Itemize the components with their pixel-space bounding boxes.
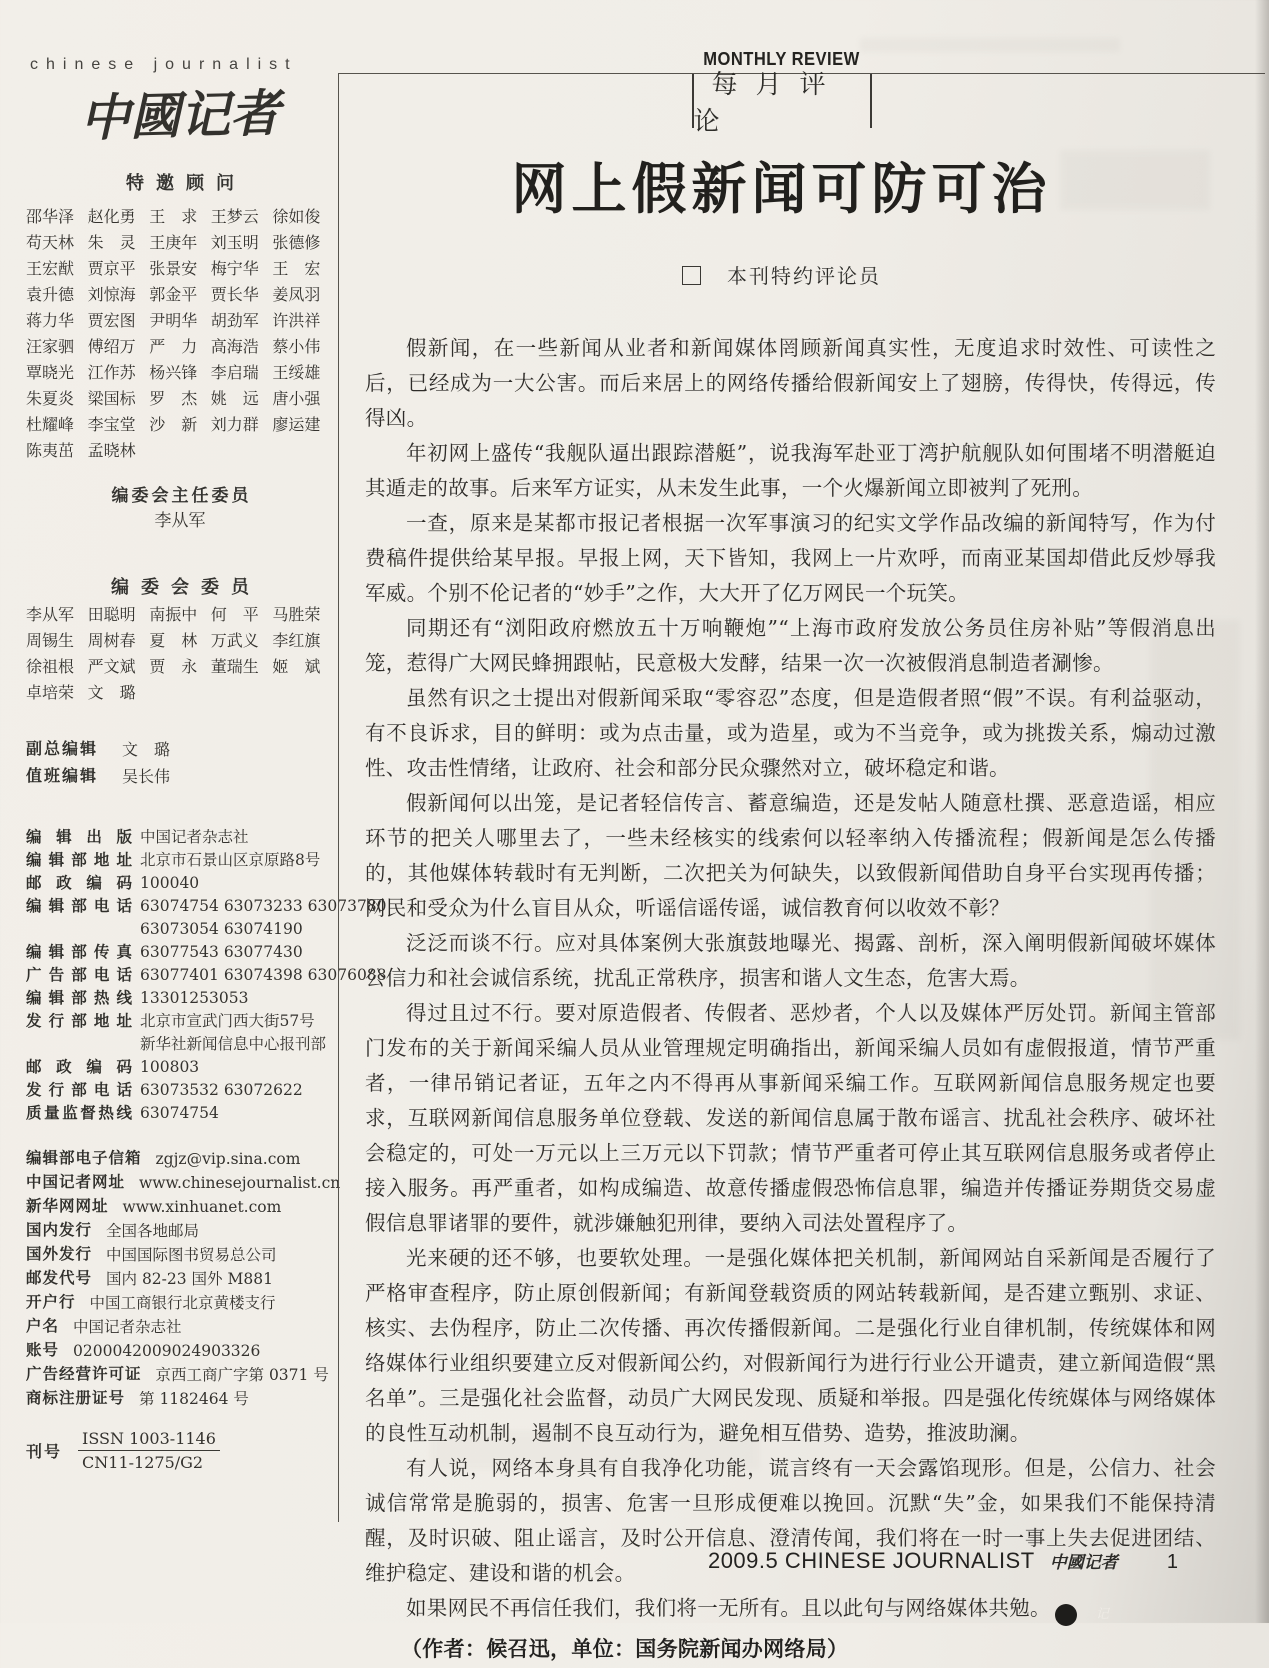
issue-number-label: 刊号 bbox=[26, 1444, 63, 1461]
person-name: 胡劲军 bbox=[210, 311, 259, 330]
person-name: 严 力 bbox=[149, 337, 198, 356]
info-row bbox=[26, 895, 387, 941]
info-label: 编辑部电子信箱 bbox=[26, 1150, 142, 1167]
info-row bbox=[26, 941, 334, 964]
section-label-english: MONTHLY REVIEW bbox=[703, 49, 860, 69]
info-value: 0200042009024903326 bbox=[73, 1342, 261, 1360]
info-row bbox=[26, 1219, 334, 1243]
person-name: 刘力群 bbox=[210, 415, 259, 434]
info-value: 中国记者杂志社 bbox=[140, 828, 249, 846]
committee-name-grid bbox=[26, 602, 334, 706]
name-row bbox=[26, 386, 334, 412]
person-name: 王庚年 bbox=[149, 233, 198, 252]
info-value: 中国记者杂志社 bbox=[73, 1318, 182, 1336]
person-name: 杨兴锋 bbox=[149, 363, 198, 382]
person-name: 李从军 bbox=[26, 605, 75, 624]
name-row bbox=[26, 680, 334, 706]
publisher-info-list bbox=[26, 826, 387, 1125]
article-body bbox=[339, 331, 1224, 1668]
cn-code: CN11-1275/G2 bbox=[82, 1453, 204, 1472]
person-name: 卓培荣 bbox=[26, 683, 75, 702]
info-value: 国内 82-23 国外 M881 bbox=[106, 1270, 273, 1288]
name-row bbox=[26, 654, 334, 680]
info-row bbox=[26, 849, 334, 872]
person-name: 高海浩 bbox=[210, 337, 259, 356]
person-name: 傅绍万 bbox=[87, 337, 136, 356]
person-name: 张景安 bbox=[149, 259, 198, 278]
byline-square-icon bbox=[682, 266, 701, 285]
person-name: 贾长华 bbox=[210, 285, 259, 304]
info-value: 63077543 63077430 bbox=[140, 943, 303, 961]
editor-row bbox=[26, 763, 334, 790]
info-value: zgjz@vip.sina.com bbox=[155, 1150, 301, 1168]
person-name: 刘玉明 bbox=[210, 233, 259, 252]
info-label: 账号 bbox=[26, 1342, 60, 1359]
body-paragraph: 同期还有“浏阳政府燃放五十万响鞭炮”“上海市政府发放公务员住房补贴”等假消息出笼，惹得广大网民蜂拥跟帖，民意极大发酵，结果一次一次被假消息制造者涮惨。 bbox=[365, 616, 1216, 675]
person-name: 赵化勇 bbox=[87, 207, 136, 226]
info-row bbox=[26, 1079, 334, 1102]
info-value: 第 1182464 号 bbox=[139, 1390, 249, 1408]
info-row bbox=[26, 872, 334, 895]
info-value: 100803 bbox=[140, 1058, 200, 1076]
person-name: 朱夏炎 bbox=[26, 389, 75, 408]
page-footer bbox=[338, 1548, 1178, 1574]
person-name: 李启瑞 bbox=[210, 363, 259, 382]
person-name: 罗 杰 bbox=[149, 389, 198, 408]
person-name: 王梦云 bbox=[210, 207, 259, 226]
editor-role-label: 副总编辑 bbox=[26, 741, 99, 758]
committee-heading: 编委会委员 bbox=[111, 577, 261, 598]
name-row bbox=[26, 360, 334, 386]
person-name: 廖运建 bbox=[272, 415, 321, 434]
issn-code: ISSN 1003-1146 bbox=[78, 1429, 220, 1451]
person-name: 贾 永 bbox=[149, 657, 198, 676]
info-value: 63074754 bbox=[140, 1104, 219, 1122]
body-paragraph: 一查，原来是某都市报记者根据一次军事演习的纪实文学作品改编的新闻特写，作为付费稿件提供给某早报。早报上网，天下皆知，我网上一片欢呼，而南亚某国却借此反炒辱我军威。个别不伦记者的“妙手”之作，大大开了亿万网民一个玩笑。 bbox=[365, 511, 1216, 605]
body-paragraph: 得过且过不行。要对原造假者、传假者、恶炒者，个人以及媒体严厉处罚。新闻主管部门发布的关于新闻采编人员从业管理规定明确指出，新闻采编人员如有虚假报道，情节严重者，一律吊销记者证，五年之内不得再从事新闻采编工作。互联网新闻信息服务规定也要求，互联网新闻信息服务单位登载、发送的新闻信息属于散布谣言、扰乱社会秩序、破坏社会稳定的，可处一万元以上三万元以下罚款；情节严重者可停止其互联网信息服务或者停止接入服务。再严重者，如构成编造、故意传播虚假恐怖信息罪，编造并传播证券期货交易虚假信息罪诸罪的要件，就涉嫌触犯刑律，要纳入司法处置程序了。 bbox=[365, 1001, 1216, 1235]
person-name: 孟晓林 bbox=[87, 441, 136, 460]
info-value: 63073532 63072622 bbox=[140, 1081, 303, 1099]
person-name: 周树春 bbox=[87, 631, 136, 650]
info-value: 全国各地邮局 bbox=[106, 1222, 200, 1240]
info-row bbox=[26, 1171, 341, 1195]
person-name: 王 宏 bbox=[272, 259, 321, 278]
person-name: 唐小强 bbox=[272, 389, 321, 408]
body-paragraph: 泛泛而谈不行。应对具体案例大张旗鼓地曝光、揭露、剖析，深入阐明假新闻破坏媒体公信力和社会诚信系统，扰乱正常秩序，损害和谐人文生态，危害大焉。 bbox=[365, 931, 1216, 990]
person-name: 邵华泽 bbox=[26, 207, 75, 226]
editor-row bbox=[26, 736, 334, 763]
contact-distribution-list bbox=[26, 1147, 341, 1411]
person-name: 南振中 bbox=[149, 605, 198, 624]
person-name: 江作苏 bbox=[87, 363, 136, 382]
person-name: 万武义 bbox=[210, 631, 259, 650]
chief-committee-name: 李从军 bbox=[154, 511, 206, 531]
person-name: 尹明华 bbox=[149, 311, 198, 330]
article-content bbox=[339, 49, 1224, 1668]
person-name: 梅宁华 bbox=[210, 259, 259, 278]
footer-magazine-logo: 中國记者 bbox=[1049, 1553, 1118, 1573]
info-label: 编辑部热线 bbox=[26, 990, 132, 1007]
info-label: 编辑部地址 bbox=[26, 852, 132, 869]
name-row bbox=[26, 230, 334, 256]
person-name: 姚 远 bbox=[210, 389, 259, 408]
info-row bbox=[26, 987, 334, 1010]
person-name: 王绥雄 bbox=[272, 363, 321, 382]
person-name: 李红旗 bbox=[272, 631, 321, 650]
issn-stack bbox=[78, 1429, 220, 1472]
person-name: 汪家驷 bbox=[26, 337, 75, 356]
person-name: 朱 灵 bbox=[87, 233, 136, 252]
info-label: 邮发代号 bbox=[26, 1270, 93, 1287]
info-value: 63077401 63074398 63076088 bbox=[140, 966, 387, 984]
info-value: 中国工商银行北京黄楼支行 bbox=[89, 1294, 276, 1312]
person-name: 田聪明 bbox=[87, 605, 136, 624]
person-name: 郭金平 bbox=[149, 285, 198, 304]
info-row bbox=[26, 1102, 334, 1125]
editor-name: 吴长伟 bbox=[122, 767, 171, 786]
masthead-sidebar bbox=[26, 56, 387, 1472]
info-label: 编辑部传真 bbox=[26, 944, 132, 961]
name-row bbox=[26, 282, 334, 308]
info-label: 广告部电话 bbox=[26, 967, 132, 984]
name-row bbox=[26, 602, 334, 628]
person-name: 姬 斌 bbox=[272, 657, 321, 676]
info-label: 邮政编码 bbox=[26, 1059, 132, 1076]
info-label: 新华网网址 bbox=[26, 1198, 109, 1215]
info-label: 国外发行 bbox=[26, 1246, 93, 1263]
article-paragraphs bbox=[365, 331, 1216, 1591]
person-name: 贾京平 bbox=[87, 259, 136, 278]
info-label: 中国记者网址 bbox=[26, 1174, 126, 1191]
footer-page-number: 1 bbox=[1166, 1551, 1178, 1573]
closing-paragraph bbox=[365, 1591, 1216, 1626]
person-name: 沙 新 bbox=[149, 415, 198, 434]
name-row bbox=[26, 628, 334, 654]
name-row bbox=[26, 412, 334, 438]
person-name: 严文斌 bbox=[87, 657, 136, 676]
person-name: 许洪祥 bbox=[272, 311, 321, 330]
name-row bbox=[26, 438, 334, 464]
person-name: 徐如俊 bbox=[272, 207, 321, 226]
body-paragraph: 年初网上盛传“我舰队逼出跟踪潜艇”，说我海军赴亚丁湾护航舰队如何围堵不明潜艇迫其遁走的故事。后来军方证实，从未发生此事，一个火爆新闻立即被判了死刑。 bbox=[365, 441, 1216, 500]
body-paragraph: 假新闻何以出笼，是记者轻信传言、蓄意编造，还是发帖人随意杜撰、恶意造谣，相应环节的把关人哪里去了，一些未经核实的线索何以轻率纳入传播流程；假新闻是怎么传播的，其他媒体转载时有无判断，二次把关为何缺失，以致假新闻借助自身平台实现再传播；网民和受众为什么盲目从众，听谣信谣传谣，诚信教育何以收效不彰？ bbox=[365, 791, 1216, 920]
section-label-chinese: 每月评论 bbox=[693, 70, 844, 137]
info-value: www.chinesejournalist.cn bbox=[139, 1174, 341, 1192]
info-row bbox=[26, 1387, 334, 1411]
name-row bbox=[26, 308, 334, 334]
name-row bbox=[26, 204, 334, 230]
person-name: 袁升德 bbox=[26, 285, 75, 304]
advisors-heading: 特邀顾问 bbox=[126, 173, 246, 194]
person-name: 张德修 bbox=[272, 233, 321, 252]
person-name: 贾宏图 bbox=[87, 311, 136, 330]
info-row bbox=[26, 1056, 334, 1079]
byline-text: 本刊特约评论员 bbox=[727, 264, 881, 288]
info-label: 广告经营许可证 bbox=[26, 1366, 142, 1383]
info-label: 编辑出版 bbox=[26, 829, 132, 846]
body-paragraph: 有人说，网络本身具有自我净化功能，谎言终有一天会露馅现形。但是，公信力、社会诚信常常是脆弱的，损害、危害一旦形成便难以挽回。沉默“失”金，如果我们不能保持清醒，及时识破、阻止谣言，及时公开信息、澄清传闻，我们将在一时一事上失去促进团结、维护稳定、建设和谐的机会。 bbox=[365, 1456, 1216, 1585]
person-name: 李宝堂 bbox=[87, 415, 136, 434]
body-paragraph: 假新闻，在一些新闻从业者和新闻媒体罔顾新闻真实性，无度追求时效性、可读性之后，已经成为一大公害。而后来居上的网络传播给假新闻安上了翅膀，传得快，传得远，传得凶。 bbox=[365, 336, 1216, 430]
magazine-name-english: chinese journalist bbox=[30, 56, 298, 73]
body-paragraph: 虽然有识之士提出对假新闻采取“零容忍”态度，但是造假者照“假”不误。有利益驱动，有不良诉求，目的鲜明：或为点击量，或为造星，或为不当竞争，或为挑拨关系，煽动过激性、攻击性情绪，让政府、社会和部分民众骤然对立，破坏稳定和谐。 bbox=[365, 686, 1216, 780]
name-row bbox=[26, 334, 334, 360]
person-name: 董瑞生 bbox=[210, 657, 259, 676]
person-name: 陈夷茁 bbox=[26, 441, 75, 460]
info-row bbox=[26, 1147, 334, 1171]
info-row bbox=[26, 964, 387, 987]
info-row bbox=[26, 1291, 334, 1315]
footer-issue-text: 2009.5 CHINESE JOURNALIST bbox=[707, 1548, 1035, 1573]
person-name: 刘惊海 bbox=[87, 285, 136, 304]
person-name: 周锡生 bbox=[26, 631, 75, 650]
info-label: 户名 bbox=[26, 1318, 60, 1335]
editor-role-label: 值班编辑 bbox=[26, 768, 99, 785]
magazine-logo-calligraphy: 中國记者 bbox=[79, 83, 281, 148]
info-row bbox=[26, 826, 334, 849]
info-value: 63074754 63073233 63073780 63073054 63074190 bbox=[140, 897, 387, 938]
info-label: 发行部地址 bbox=[26, 1013, 132, 1030]
person-name: 覃晓光 bbox=[26, 363, 75, 382]
person-name: 杜耀峰 bbox=[26, 415, 75, 434]
info-label: 开户行 bbox=[26, 1294, 76, 1311]
info-label: 质量监督热线 bbox=[26, 1105, 132, 1122]
info-row bbox=[26, 1010, 334, 1056]
person-name: 王宏猷 bbox=[26, 259, 75, 278]
editor-roles bbox=[26, 736, 334, 790]
info-value: 13301253053 bbox=[140, 989, 249, 1007]
article-byline bbox=[339, 260, 1224, 289]
person-name: 夏 林 bbox=[149, 631, 198, 650]
body-paragraph: 光来硬的还不够，也要软处理。一是强化媒体把关机制，新闻网站自采新闻是否履行了严格审查程序，防止原创假新闻；有新闻登载资质的网站转载新闻，是否建立甄别、求证、核实、去伪程序，防止二次传播、再次传播假新闻。二是强化行业自律机制，传统媒体和网络媒体行业组织要建立反对假新闻公约，对假新闻行为进行行业公开谴责，建立新闻造假“黑名单”。三是强化社会监督，动员广大网民发现、质疑和举报。四是强化传统媒体与网络媒体的良性互动机制，遏制不良互动行为，避免相互借势、造势，推波助澜。 bbox=[365, 1246, 1216, 1445]
info-row bbox=[26, 1315, 334, 1339]
person-name: 姜凤羽 bbox=[272, 285, 321, 304]
info-value: www.xinhuanet.com bbox=[122, 1198, 282, 1216]
info-row bbox=[26, 1339, 334, 1363]
info-row bbox=[26, 1243, 334, 1267]
info-label: 商标注册证号 bbox=[26, 1390, 126, 1407]
advisors-name-grid bbox=[26, 204, 334, 464]
author-note: （作者：候召迅，单位：国务院新闻办网络局） bbox=[401, 1638, 849, 1661]
info-row bbox=[26, 1267, 334, 1291]
person-name: 蒋力华 bbox=[26, 311, 75, 330]
info-value: 中国国际图书贸易总公司 bbox=[106, 1246, 277, 1264]
info-value: 100040 bbox=[140, 874, 200, 892]
article-title: 网上假新闻可防可治 bbox=[511, 156, 1052, 221]
info-row bbox=[26, 1363, 334, 1387]
editor-name: 文 璐 bbox=[122, 740, 171, 759]
info-label: 国内发行 bbox=[26, 1222, 93, 1239]
person-name: 文 璐 bbox=[87, 683, 136, 702]
info-row bbox=[26, 1195, 334, 1219]
end-of-article-icon: 记 bbox=[1055, 1604, 1077, 1626]
info-label: 编辑部电话 bbox=[26, 898, 132, 915]
section-label-box bbox=[692, 70, 872, 137]
person-name: 蔡小伟 bbox=[272, 337, 321, 356]
issue-number-block bbox=[26, 1429, 334, 1472]
info-label: 邮政编码 bbox=[26, 875, 132, 892]
info-value: 北京市宣武门西大街57号 新华社新闻信息中心报刊部 bbox=[140, 1012, 327, 1053]
chief-committee-heading: 编委会主任委员 bbox=[111, 486, 252, 506]
person-name: 苟天林 bbox=[26, 233, 75, 252]
info-value: 京西工商广字第 0371 号 bbox=[155, 1366, 329, 1384]
name-row bbox=[26, 256, 334, 282]
person-name: 何 平 bbox=[210, 605, 259, 624]
person-name: 梁国标 bbox=[87, 389, 136, 408]
info-label: 发行部电话 bbox=[26, 1082, 132, 1099]
closing-text: 如果网民不再信任我们，我们将一无所有。且以此句与网络媒体共勉。 bbox=[406, 1596, 1051, 1620]
person-name: 王 求 bbox=[149, 207, 198, 226]
info-value: 北京市石景山区京原路8号 bbox=[140, 851, 321, 869]
person-name: 马胜荣 bbox=[272, 605, 321, 624]
person-name: 徐祖根 bbox=[26, 657, 75, 676]
